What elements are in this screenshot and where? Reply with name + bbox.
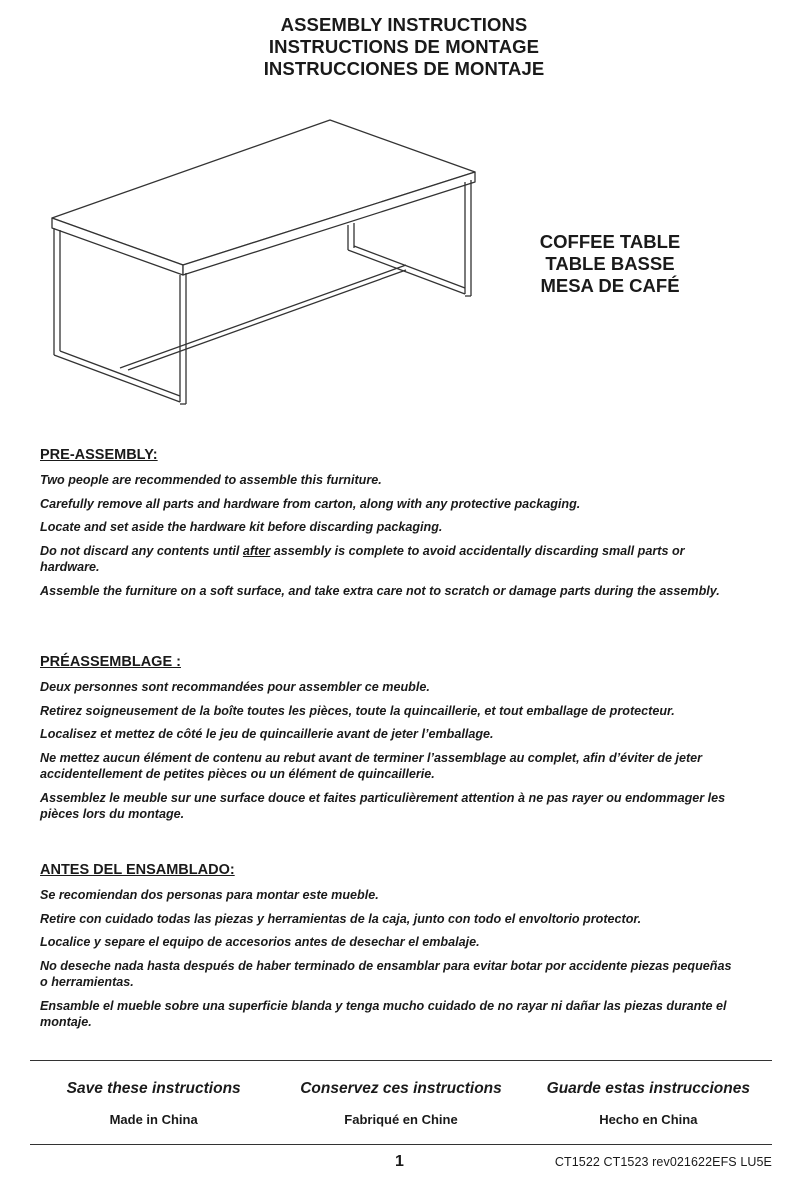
instruction-paragraph: Ensamble el mueble sobre una superficie blanda y tenga mucho cuidado de no rayar ni dañar las piezas durante el montaje. (40, 998, 727, 1029)
title-spanish: INSTRUCCIONES DE MONTAJE (263, 58, 545, 79)
pre-assembly-section-english (40, 446, 740, 606)
instruction-paragraph: Two people are recommended to assemble this furniture. (40, 473, 382, 487)
section-heading: PRÉASSEMBLAGE : (40, 654, 181, 670)
instruction-paragraph: Retirez soigneusement de la boîte toutes les pièces, toute la quincaillerie, et tout emballage de protecteur. (40, 703, 675, 718)
save-instructions-french: Conservez ces instructions (300, 1080, 502, 1097)
instruction-paragraph: Carefully remove all parts and hardware from carton, along with any protective packaging. (40, 496, 581, 511)
save-instructions-spanish: Guarde estas instrucciones (546, 1080, 750, 1097)
coffee-table-illustration (40, 110, 500, 410)
instruction-text: assembly is complete to avoid accidentally discarding small parts or hardware. (40, 543, 685, 574)
instruction-paragraph (40, 543, 740, 576)
document-code: CT1522 CT1523 rev021622EFS LU5E (554, 1155, 772, 1169)
instruction-paragraph: Deux personnes sont recommandées pour assembler ce meuble. (40, 680, 430, 694)
instruction-text: Do not discard any contents until (40, 543, 243, 558)
pre-assembly-section-spanish (40, 861, 740, 1038)
footer-divider-top (30, 1060, 772, 1061)
save-instructions-row (30, 1080, 772, 1098)
footer-divider-bottom (30, 1144, 772, 1145)
instruction-paragraph: Locate and set aside the hardware kit before discarding packaging. (40, 520, 443, 534)
product-name (510, 231, 710, 297)
made-in-spanish: Hecho en China (599, 1112, 698, 1127)
instruction-paragraph: Assemble the furniture on a soft surface, and take extra care not to scratch or damage parts during the assembly. (40, 583, 720, 598)
page-number: 1 (395, 1153, 404, 1170)
instruction-paragraph: Retire con cuidado todas las piezas y herramientas de la caja, junto con todo el envoltorio protector. (40, 911, 642, 926)
title-french: INSTRUCTIONS DE MONTAGE (268, 36, 540, 57)
product-name-french: TABLE BASSE (545, 253, 675, 274)
document-title (0, 14, 808, 80)
title-english: ASSEMBLY INSTRUCTIONS (280, 14, 528, 35)
section-heading: ANTES DEL ENSAMBLADO: (40, 862, 235, 878)
product-name-english: COFFEE TABLE (539, 231, 681, 252)
instruction-paragraph: No deseche nada hasta después de haber terminado de ensamblar para evitar botar por accidente piezas pequeñas o herramientas. (40, 958, 732, 989)
made-in-french: Fabriqué en Chine (344, 1112, 458, 1127)
instruction-paragraph: Se recomiendan dos personas para montar este mueble. (40, 888, 379, 902)
pre-assembly-section-french (40, 653, 740, 830)
product-name-spanish: MESA DE CAFÉ (540, 275, 680, 296)
section-heading: PRE-ASSEMBLY: (40, 447, 158, 463)
instruction-paragraph: Localice y separe el equipo de accesorios antes de desechar el embalaje. (40, 935, 480, 949)
made-in-row (30, 1112, 772, 1127)
instruction-paragraph: Localisez et mettez de côté le jeu de quincaillerie avant de jeter l’emballage. (40, 727, 494, 741)
emphasis-after: after (242, 543, 271, 558)
save-instructions-english: Save these instructions (66, 1080, 241, 1097)
instruction-paragraph: Ne mettez aucun élément de contenu au rebut avant de terminer l’assemblage au complet, afin d’éviter de jeter accidentellement de petites pièces ou un élément de quincaillerie. (40, 750, 703, 781)
made-in-english: Made in China (109, 1112, 198, 1127)
instruction-paragraph: Assemblez le meuble sur une surface douce et faites particulièrement attention à ne pas rayer ou endommager les pièces lors du montage. (40, 790, 726, 821)
